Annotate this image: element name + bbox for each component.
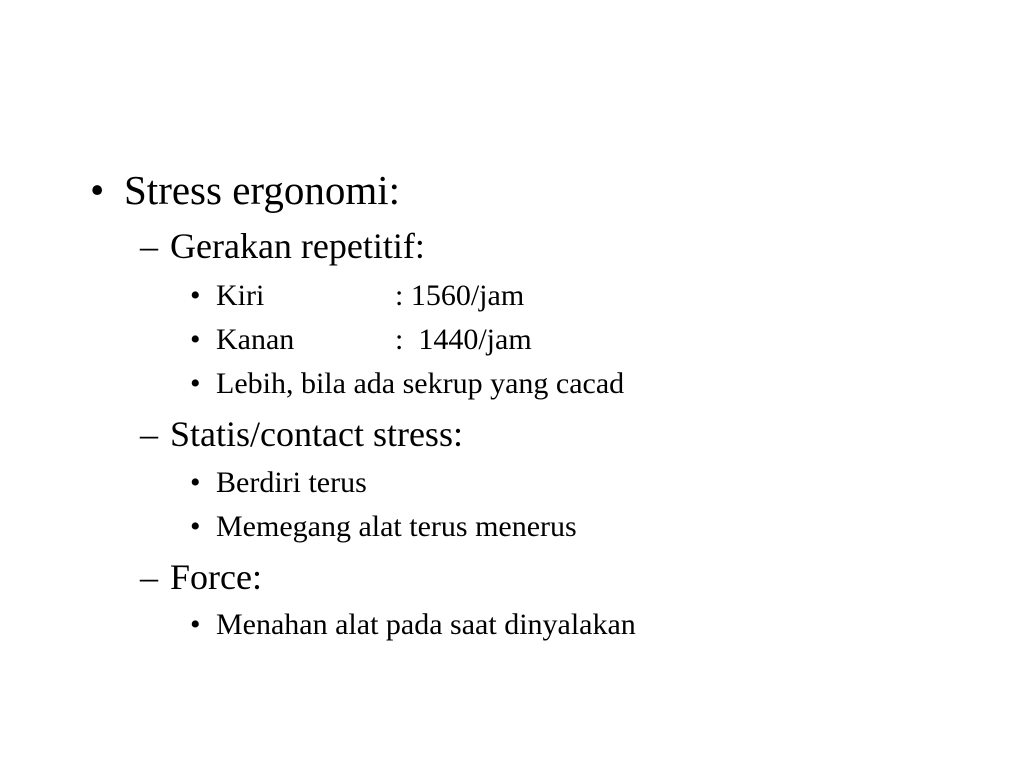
bullet-marker: • (190, 510, 201, 543)
sub-sub-bullet-text: Berdiri terus (216, 466, 367, 499)
sub-bullet-item (140, 557, 262, 703)
sub-sub-bullet-text: Menahan alat pada saat dinyalakan (216, 608, 636, 641)
sub-sub-bullet-text: Memegang alat terus menerus (216, 510, 577, 543)
sub-sub-bullet-text: Lebih, bila ada sekrup yang cacad (216, 367, 625, 400)
bullet-marker: • (190, 608, 201, 641)
sub-bullet-text: Force: (170, 557, 262, 597)
bullet-marker: • (190, 279, 201, 312)
dash-marker: – (140, 226, 158, 266)
sub-bullet-text: Gerakan repetitif: (170, 226, 425, 266)
item-label: Kiri (216, 279, 265, 312)
dash-marker: – (140, 414, 158, 454)
bullet-marker: • (190, 323, 201, 356)
bullet-marker: • (90, 167, 105, 213)
sub-bullet-text: Statis/contact stress: (170, 414, 463, 454)
sub-sub-bullet-item (190, 608, 636, 730)
item-value: : 1440/jam (395, 323, 532, 356)
item-label: Kanan (216, 323, 295, 356)
dash-marker: – (140, 557, 158, 597)
bullet-marker: • (190, 466, 201, 499)
item-value: : 1560/jam (395, 279, 525, 312)
bullet-text: Stress ergonomi: (124, 167, 400, 213)
bullet-marker: • (190, 367, 201, 400)
